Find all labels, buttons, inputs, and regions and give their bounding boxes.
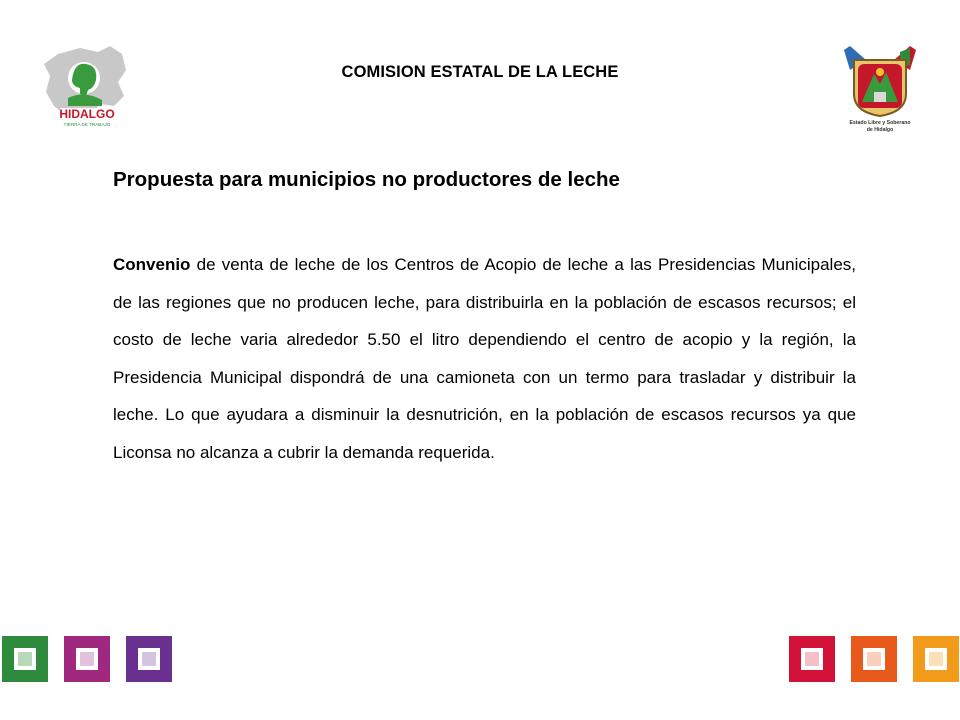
hidalgo-logo <box>40 44 132 136</box>
square-core <box>80 652 94 666</box>
hidalgo-logo-text: HIDALGO <box>59 107 115 121</box>
hidalgo-map-icon <box>40 44 132 136</box>
square-core <box>18 652 32 666</box>
paragraph-lead: Convenio <box>113 255 191 274</box>
square-core <box>805 652 819 666</box>
square-inner <box>801 648 823 670</box>
proposal-title: Propuesta para municipios no productores de leche <box>113 168 620 191</box>
hidalgo-logo-subtext: TIERRA DE TRABAJO <box>63 122 111 127</box>
square-inner <box>925 648 947 670</box>
footer-square-left-3 <box>126 636 172 682</box>
footer-square-right-1 <box>789 636 835 682</box>
coat-of-arms-caption-2: de Hidalgo <box>866 127 894 133</box>
footer-square-left-1 <box>2 636 48 682</box>
square-core <box>867 652 881 666</box>
square-inner <box>138 648 160 670</box>
square-core <box>142 652 156 666</box>
footer-square-right-2 <box>851 636 897 682</box>
footer-square-left-2 <box>64 636 110 682</box>
square-inner <box>863 648 885 670</box>
state-coat-of-arms-logo <box>838 44 922 140</box>
square-core <box>929 652 943 666</box>
paragraph-body: de venta de leche de los Centros de Acopio de leche a las Presidencias Municipales, de las regiones que no producen leche, para distribuirla en la población de escasos recursos; el costo de leche varia alrededor 5.50 el litro dependiendo el centro de acopio y la región, la Presidencia Municipal dispondrá de una camioneta con un termo para trasladar y distribuir la leche. Lo que ayudara a disminuir la desnutrición, en la población de escasos recursos ya que Liconsa no alcanza a cubrir la demanda requerida. <box>113 255 856 462</box>
proposal-paragraph <box>113 246 856 472</box>
page-header-title: COMISION ESTATAL DE LA LECHE <box>341 63 619 81</box>
square-inner <box>76 648 98 670</box>
coat-of-arms-icon <box>838 44 922 140</box>
coat-of-arms-caption-1: Estado Libre y Soberano <box>849 120 911 126</box>
square-inner <box>14 648 36 670</box>
footer-square-right-3 <box>913 636 959 682</box>
